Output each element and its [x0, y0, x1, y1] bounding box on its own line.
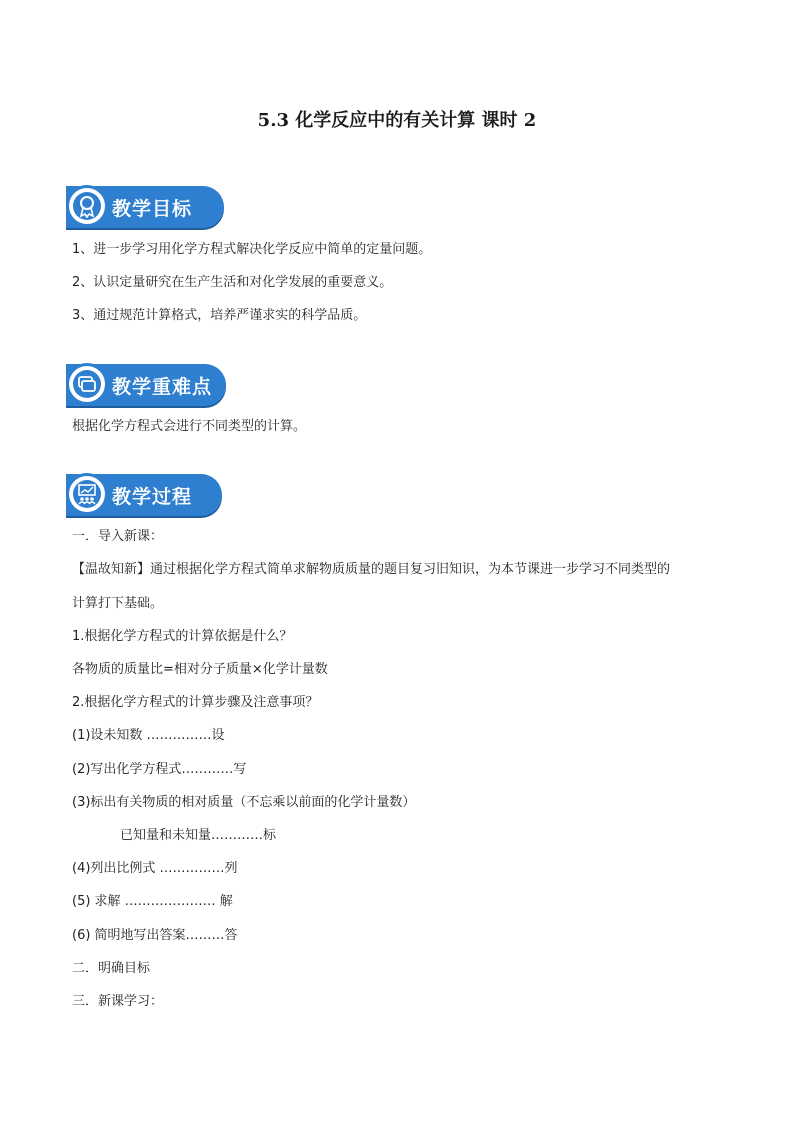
section-heading: 教学目标 [112, 198, 193, 220]
process-line: 1.根据化学方程式的计算依据是什么？ [72, 629, 293, 644]
medal-icon [66, 185, 108, 227]
section-heading: 教学过程 [112, 486, 193, 508]
process-line: 【温故知新】通过根据化学方程式简单求解物质质量的题目复习旧知识，为本节课进一步学习不同类型的 [72, 562, 671, 577]
process-line: (4)列出比例式 ……………列 [72, 861, 238, 876]
objective-item: 1、进一步学习用化学方程式解决化学反应中简单的定量问题。 [72, 242, 432, 257]
process-line: 二．明确目标 [72, 961, 151, 976]
process-line: (6) 简明地写出答案………答 [72, 928, 238, 943]
process-line: (1)设未知数 ……………设 [72, 728, 225, 743]
section-banner-process [66, 474, 224, 518]
presentation-icon [66, 473, 108, 515]
process-line: 三．新课学习： [72, 994, 164, 1009]
process-line: 2.根据化学方程式的计算步骤及注意事项？ [72, 695, 319, 710]
layers-icon [66, 363, 108, 405]
process-line: 一．导入新课： [72, 529, 164, 544]
objective-item: 3、通过规范计算格式，培养严谨求实的科学品质。 [72, 308, 367, 323]
section-banner-objectives [66, 186, 226, 230]
process-line: (3)标出有关物质的相对质量（不忘乘以前面的化学计量数） [72, 795, 416, 810]
process-line: 计算打下基础。 [72, 596, 164, 611]
objective-item: 2、认识定量研究在生产生活和对化学发展的重要意义。 [72, 275, 393, 290]
process-line: 已知量和未知量…………标 [120, 828, 277, 843]
process-line: (2)写出化学方程式…………写 [72, 762, 247, 777]
key-point-text: 根据化学方程式会进行不同类型的计算。 [72, 419, 307, 434]
page-title: 5.3 化学反应中的有关计算 课时 2 [257, 110, 537, 131]
section-heading: 教学重难点 [112, 376, 213, 398]
process-line: (5) 求解 ………………… 解 [72, 894, 233, 909]
section-banner-key-points [66, 364, 228, 408]
process-line: 各物质的质量比=相对分子质量×化学计量数 [72, 662, 328, 677]
